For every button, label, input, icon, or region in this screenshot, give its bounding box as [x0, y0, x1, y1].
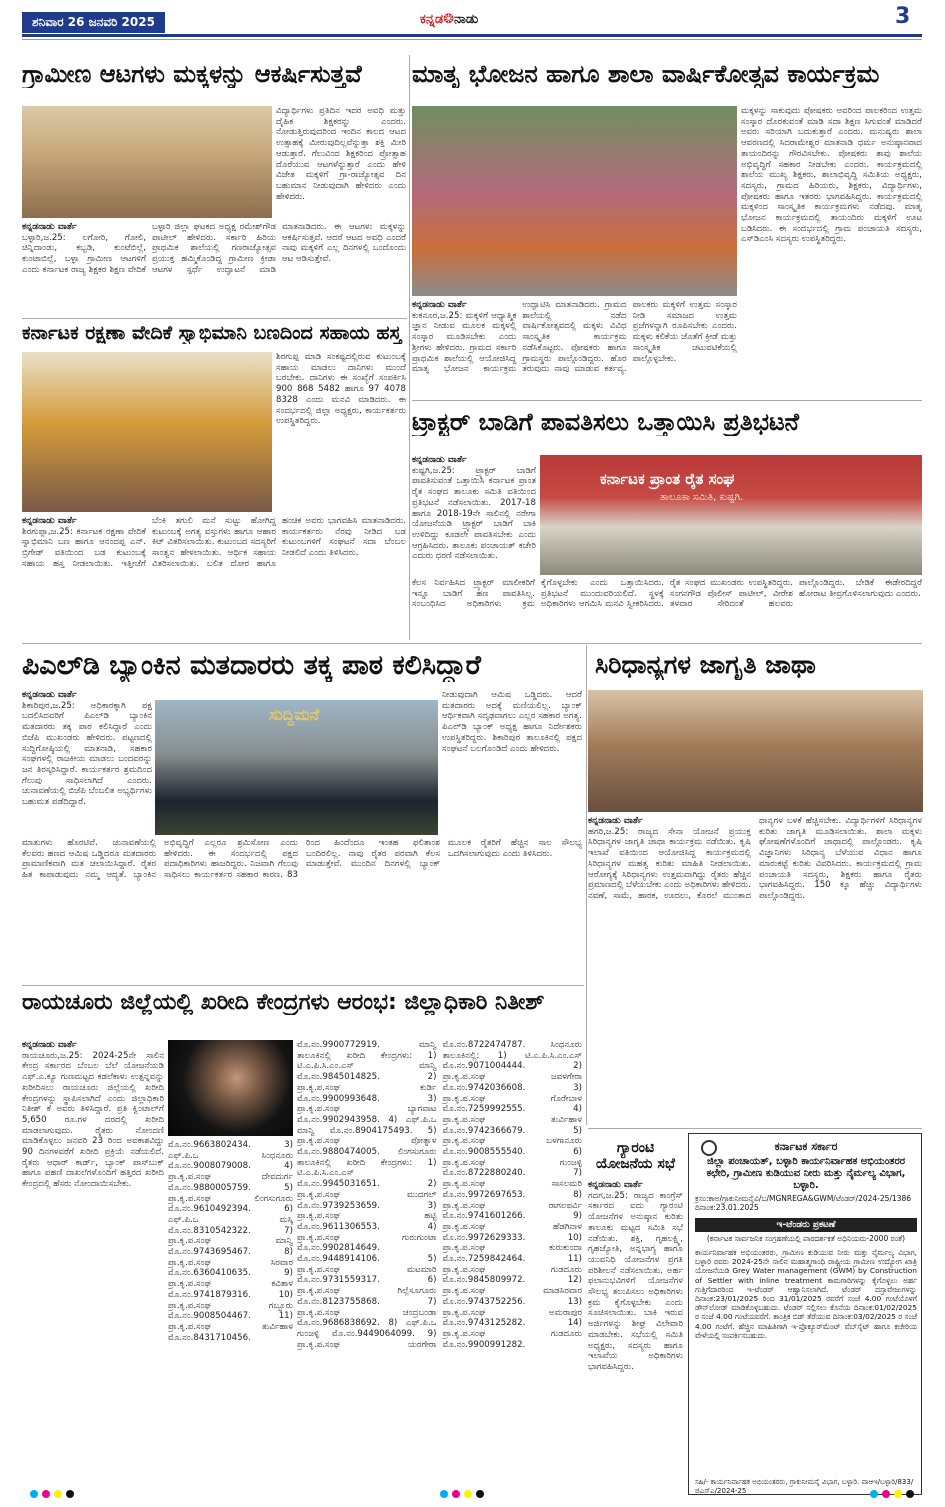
reg-dot-yellow: [894, 1490, 902, 1498]
byline: ಕನ್ನಡನಾಡು ವಾರ್ತೆ: [22, 690, 77, 700]
issue-date: ಶನಿವಾರ 26 ಜನವರಿ 2025: [22, 12, 165, 33]
page-number: 3: [895, 4, 911, 29]
byline: ಕನ್ನಡನಾಡು ವಾರ್ತೆ: [412, 300, 467, 310]
notice-subtitle: ಜಿಲ್ಲಾ ಪಂಚಾಯತ್, ಬಳ್ಳಾರಿ ಕಾರ್ಯನಿರ್ವಾಹಕ ಅಭಿಯಂತರರ ಕಛೇರಿ, ಗ್ರಾಮೀಣ ಕುಡಿಯುವ ನೀರು ಮತ್ತು ನೈರ್ಮಲ್ಯ ವಿಭಾಗ, ಬಳ್ಳಾರಿ.: [706, 1156, 906, 1191]
reg-dot-cyan: [30, 1490, 38, 1498]
masthead-rule: [22, 34, 922, 37]
byline: ಕನ್ನಡನಾಡು ವಾರ್ತೆ: [588, 1180, 643, 1190]
article-mother-meal-mid2: ಹೊರ ತರುವುದು ನಾವು ಮಾಡುವ ಕರ್ತವ್ಯ. ಪಾಲಕರು ಮಕ್ಕಳಿಗೆ ಉತ್ತಮ ಸಂಸ್ಕಾರ ನೀಡಿ ಸಮಾಜದ ಉತ್ತಮ ಪ್ರಜೆಗಳನ್ನಾಗಿ ರೂಪಿಸಬೇಕು ಎಂದರು. ಮಕ್ಕಳು ಕಲಿಕೆಯ ಜೊತೆಗೆ ಕ್ರೀಡೆ ಮತ್ತು ಸಾಂಸ್ಕೃತಿಕ ಚಟುವಟಿಕೆಯಲ್ಲಿ ಪಾಲ್ಗೊಳ್ಳಬೇಕು.: [522, 300, 737, 375]
article-pld-lead: [22, 690, 152, 835]
logo-part-a: ಕನ್ನಡ: [420, 12, 444, 27]
reg-dot-yellow: [54, 1490, 62, 1498]
logo-part-b: ನಾಡು: [454, 12, 479, 27]
notice-etender-bar: ಇ-ಟೆಂಡರು ಪ್ರಕಟಣೆ: [695, 1218, 917, 1232]
reg-dot-black: [906, 1490, 914, 1498]
byline: ಕನ್ನಡನಾಡು ವಾರ್ತೆ: [22, 222, 77, 232]
reg-dot-black: [476, 1490, 484, 1498]
byline: ಕನ್ನಡನಾಡು ವಾರ್ತೆ: [412, 455, 467, 465]
article-raichur-lists: [297, 1040, 582, 1490]
notice-body: ಕಾರ್ಯನಿರ್ವಾಹಕ ಅಭಿಯಂತರರು, ಗ್ರಾಮೀಣ ಕುಡಿಯುವ ನೀರು ಮತ್ತು ನೈರ್ಮಲ್ಯ ವಿಭಾಗ, ಬಳ್ಳಾರಿ ರವರು 2024-25ನೇ ಸಾಲಿನ ಮಹಾತ್ಮಗಾಂಧಿ ರಾಷ್ಟ್ರೀಯ ಗ್ರಾಮೀಣ ಉದ್ಯೋಗ ಖಾತ್ರಿ ಯೋಜನೆಯಡಿ Grey Water management (GWM) by Construction of Settler with inline treatment ಕಾಮಗಾರಿಗಳನ್ನು ಕೈಗೊಳ್ಳಲು ಅರ್ಹ ಗುತ್ತಿಗೆದಾರರಿಂದ ಇ-ಟೆಂಡರ್ ಆಹ್ವಾನಿಸಲಾಗಿದೆ. ಟೆಂಡರ್ ದಸ್ತಾವೇಜುಗಳನ್ನು ದಿನಾಂಕ:23/01/2025 ರಿಂದ 31/01/2025 ರವರೆಗೆ ಸಂಜೆ 4.00 ಗಂಟೆಯೊಳಗೆ ಡೌನ್‌ಲೋಡ್ ಮಾಡಿಕೊಳ್ಳಬಹುದು. ಟೆಂಡರ್ ಸಲ್ಲಿಸಲು ಕೊನೆಯ ದಿನಾಂಕ:01/02/2025 ರ ಸಂಜೆ 4.00 ಗಂಟೆಯವರೆಗೆ. ತಾಂತ್ರಿಕ ಬಿಡ್ ತೆರೆಯುವ ದಿನಾಂಕ:03/02/2025 ರ ಸಂಜೆ 4.00 ಗಂಟೆಗೆ. ಹೆಚ್ಚಿನ ಮಾಹಿತಿಗಾಗಿ ಇ-ಪ್ರೊಕ್ಯೂರ್‌ಮೆಂಟ್ ವೆಬ್‌ಸೈಟ್ ಹಾಗೂ ಕಚೇರಿಯ ವೇಳೆಯಲ್ಲಿ ಸಂಪರ್ಕಿಸಬಹುದು.: [695, 1248, 917, 1340]
section-divider: [22, 643, 922, 644]
headline-mother-meal: ಮಾತೃ ಭೋಜನ ಹಾಗೂ ಶಾಲಾ ವಾರ್ಷಿಕೋತ್ಸವ ಕಾರ್ಯಕ್ರಮ: [412, 60, 880, 88]
article-guarantee-col1: ಗದಗ,ಜ.25: ರಾಜ್ಯದ ಕಾಂಗ್ರೆಸ್ ಸರ್ಕಾರದ ಐದು ಗ್ಯಾರಂಟಿ ಯೋಜನೆಗಳ ಅನುಷ್ಠಾನ ಕುರಿತು ತಾಲೂಕು ಮಟ್ಟದ ಸಮಿತಿ ಸಭೆ ನಡೆಯಿತು. ಶಕ್ತಿ, ಗೃಹಲಕ್ಷ್ಮಿ, ಗೃಹಜ್ಯೋತಿ, ಅನ್ನಭಾಗ್ಯ ಹಾಗೂ ಯುವನಿಧಿ ಯೋಜನೆಗಳ ಪ್ರಗತಿ ಪರಿಶೀಲನೆ ನಡೆಸಲಾಯಿತು. ಅರ್ಹ ಫಲಾನುಭವಿಗಳಿಗೆ ಯೋಜನೆಗಳ ಸೌಲಭ್ಯ ತಲುಪಿಸಲು ಅಧಿಕಾರಿಗಳು ಕ್ರಮ ಕೈಗೊಳ್ಳಬೇಕು ಎಂದು ಸೂಚಿಸಲಾಯಿತು. ಬಾಕಿ ಇರುವ ಅರ್ಜಿಗಳನ್ನು ಶೀಘ್ರ ವಿಲೇವಾರಿ ಮಾಡಬೇಕು. ಸಭೆಯಲ್ಲಿ ಸಮಿತಿ ಅಧ್ಯಕ್ಷರು, ಸದಸ್ಯರು ಹಾಗೂ ಇಲಾಖೆಯ ಅಧಿಕಾರಿಗಳು ಭಾಗವಹಿಸಿದ್ದರು.: [588, 1190, 683, 1372]
notice-ref-number: ಕ್ರಸಂ:ಕಾಅ/ಗ್ರಾಕುನೀಮನೈವಿ/ಬ/MGNREGA&GWM/ಟೆಂಡರ್/2024-25/1386: [695, 1194, 912, 1203]
article-mother-meal-left: ಕುಕನೂರ,ಜ.25: ಮಕ್ಕಳಿಗೆ ಆಧ್ಯಾತ್ಮಿಕ ಜ್ಞಾನ ನೀಡುವ ಮೂಲಕ ಮಕ್ಕಳಲ್ಲಿ ಸಂಸ್ಕಾರ ಮೂಡಿಸಬೇಕು ಎಂದು ಶ್ರೀಗಳು ಹೇಳಿದರು. ಗ್ರಾಮದ ಸರ್ಕಾರಿ ಪ್ರಾಥಮಿಕ ಶಾಲೆಯಲ್ಲಿ ಆಯೋಜಿಸಿದ್ದ ಮಾತೃ ಭೋಜನ ಕಾರ್ಯಕ್ರಮ ಉದ್ಘಾಟಿಸಿ ಮಾತನಾಡಿದರು.: [412, 300, 600, 375]
photo-millets-jatha: [588, 690, 923, 812]
article-rural-games-body: [22, 222, 406, 314]
headline-rural-games: ಗ್ರಾಮೀಣ ಆಟಗಳು ಮಕ್ಕಳನ್ನು ಆಕರ್ಷಿಸುತ್ತವೆ: [22, 60, 362, 88]
article-tractor-text1: ಕುಷ್ಟಗಿ,ಜ.25: ಟ್ರ್ಯಾಕ್ಟರ್ ಬಾಡಿಗೆ ಪಾವತಿಸುವಂತೆ ಒತ್ತಾಯಿಸಿ ಕರ್ನಾಟಕ ಪ್ರಾಂತ ರೈತ ಸಂಘದ ತಾಲೂಕು ಸಮಿತಿ ವತಿಯಿಂದ ಪ್ರತಿಭಟನೆ ನಡೆಸಲಾಯಿತು. 2017-18 ಹಾಗೂ 2018-19ನೇ ಸಾಲಿನಲ್ಲಿ ನರೇಗಾ ಯೋಜನೆಯಡಿ ಟ್ರ್ಯಾಕ್ಟರ್ ಬಾಡಿಗೆ ಬಾಕಿ ಉಳಿದಿದ್ದು ಕೂಡಲೇ ಪಾವತಿಸಬೇಕು ಎಂದು ಆಗ್ರಹಿಸಿದರು. ತಾಲೂಕು ಪಂಚಾಯತ್ ಕಚೇರಿ ಎದುರು ಧರಣಿ ನಡೆಸಲಾಯಿತು.: [412, 465, 536, 562]
notice-reference: [695, 1194, 917, 1212]
photo-district-commissioner: [168, 1040, 293, 1136]
byline: ಕನ್ನಡನಾಡು ವಾರ್ತೆ: [22, 516, 77, 526]
section-divider: [22, 985, 584, 986]
headline-tractor-protest: ಟ್ರ್ಯಾಕ್ಟರ್ ಬಾಡಿಗೆ ಪಾವತಿಸಲು ಒತ್ತಾಯಿಸಿ ಪ್ರತಿಭಟನೆ: [412, 408, 799, 436]
article-mother-meal-mid: ಗ್ರಾಮದ ಶಾಲೆಯಲ್ಲಿ ನಡೆದ ವಾರ್ಷಿಕೋತ್ಸವದಲ್ಲಿ ಮಕ್ಕಳು ವಿವಿಧ ಸಾಂಸ್ಕೃತಿಕ ಕಾರ್ಯಕ್ರಮ ನಡೆಸಿಕೊಟ್ಟರು. ಪೋಷಕರು ಹಾಗೂ ಗ್ರಾಮಸ್ಥರು ಪಾಲ್ಗೊಂಡಿದ್ದರು.: [522, 300, 627, 364]
protest-banner-text: ಕರ್ನಾಟಕ ಪ್ರಾಂತ ರೈತ ಸಂಘ: [600, 470, 735, 488]
photo-watermark: ಸುದ್ದಿಮನೆ: [269, 705, 320, 724]
reg-dot-cyan: [440, 1490, 448, 1498]
article-tractor-col2: ಕೆಲಸ ನಿರ್ವಹಿಸಿದ ಟ್ರ್ಯಾಕ್ಟರ್ ಮಾಲೀಕರಿಗೆ ಇನ್ನೂ ಬಾಡಿಗೆ ಹಣ ಪಾವತಿಸಿಲ್ಲ. ಸಂಬಂಧಿಸಿದ ಅಧಿಕಾರಿಗಳು ಕ್ರಮ ಕೈಗೊಳ್ಳಬೇಕು ಎಂದು ಒತ್ತಾಯಿಸಿದರು.: [412, 578, 664, 610]
reg-dot-magenta: [452, 1490, 460, 1498]
headline-pld-bank: ಪಿಎಲ್‌ಡಿ ಬ್ಯಾಂಕಿನ ಮತದಾರರು ತಕ್ಕ ಪಾಠ ಕಲಿಸಿದ್ದಾರೆ: [22, 650, 481, 681]
section-divider: [22, 318, 407, 319]
article-rural-games-col2: ಬಳ್ಳಾರಿ,ಜ.25: ಲಗೋರಿ, ಗೋಲಿ, ಚಿನ್ನಿದಾಂಡು, ಕಬ್ಬಡಿ, ಕುಂಟೆಬಿಲ್ಲೆ, ಕುಂಟಾಬಿಲ್ಲೆ, ಬಳ್ಳಾ ಗ್ರಾಮೀಣ ಆಟಗಳಿಗೆ ಎಂದು ಕರ್ನಾಟಕ ರಾಜ್ಯ ಶಿಕ್ಷಕರ ಶಿಕ್ಷಣ ವೇದಿಕೆ ಬಳ್ಳಾರಿ ಜಿಲ್ಲಾ ಘಟಕದ ಅಧ್ಯಕ್ಷ ರಮೇಶ್‌ಗೌಡ ಪಾಟೀಲ್ ಹೇಳಿದರು. ಸರ್ಕಾರಿ ಹಿರಿಯ ಪ್ರಾಥಮಿಕ ಶಾಲೆಯಲ್ಲಿ ಗಣರಾಜ್ಯೋತ್ಸವ ಪ್ರಯುಕ್ತ ಹಮ್ಮಿಕೊಂಡಿದ್ದ ಗ್ರಾಮೀಣ ಕ್ರೀಡಾ ಆಟಗಳ ಸ್ಪರ್ಧೆ ಉದ್ಘಾಟನೆ ಮಾಡಿ ಮಾತನಾಡಿದರು. ಈ ಆಟಗಳು ಮಕ್ಕಳನ್ನು ಆಕರ್ಷಿಸುತ್ತವೆ. ಆದರೆ ಆಟದ ಅವಧಿ ಎಂದರೆ ನಾವು ಮಕ್ಕಳಿಗೆ ಎಲ್ಲ ದಿನಗಳಲ್ಲಿ ಒಂದೊಂದು ಆಟ ಆಡಿಸುತ್ತೇವೆ.: [22, 222, 406, 275]
reg-dot-yellow: [464, 1490, 472, 1498]
article-millets-body: [588, 816, 922, 1124]
article-pld-body: [22, 838, 582, 982]
article-tractor-body: [412, 578, 922, 638]
article-millets-col1: ಹಗರಿ,ಜ.25: ರಾಜ್ಯದ ಸೇನಾ ಯೋಜನೆ ಪ್ರಯುಕ್ತ ಸಿರಿಧಾನ್ಯಗಳ ಜಾಗೃತಿ ಜಾಥಾ ಕಾರ್ಯಕ್ರಮ ನಡೆಯಿತು. ಕೃಷಿ ಇಲಾಖೆ ವತಿಯಿಂದ ಆಯೋಜಿಸಿದ್ದ ಕಾರ್ಯಕ್ರಮದಲ್ಲಿ ಸಿರಿಧಾನ್ಯಗಳ ಮಹತ್ವ ಕುರಿತು ಮಾಹಿತಿ ನೀಡಲಾಯಿತು. ಆರೋಗ್ಯಕ್ಕೆ ಸಿರಿಧಾನ್ಯಗಳು ಉತ್ತಮವಾಗಿದ್ದು ರೈತರು ಹೆಚ್ಚಿನ ಪ್ರಮಾಣದಲ್ಲಿ ಬೆಳೆಯಬೇಕು ಎಂದು ಅಧಿಕಾರಿಗಳು ಹೇಳಿದರು. ನವಣೆ, ಸಾಮೆ, ಹಾರಕ, ಊದಲು, ಕೊರಲೆ ಮುಂತಾದ ಧಾನ್ಯಗಳ ಬಳಕೆ ಹೆಚ್ಚಿಸಬೇಕು.: [588, 816, 842, 901]
article-pld-col4: ನೀಡುವುದಾಗಿ ಆಮಿಷ ಒಡ್ಡಿದರು. ಆದರೆ ಮತದಾರರು ಅದಕ್ಕೆ ಮಣಿಯಲಿಲ್ಲ. ಬ್ಯಾಂಕ್ ಆರ್ಥಿಕವಾಗಿ ಸದೃಢವಾಗಲು ಎಲ್ಲರ ಸಹಕಾರ ಅಗತ್ಯ. ಪಿಎಲ್‌ಡಿ ಬ್ಯಾಂಕ್ ಅಧ್ಯಕ್ಷ ಹಾಗೂ ನಿರ್ದೇಶಕರು ಉಪಸ್ಥಿತರಿದ್ದರು. ಶಿಕಾರಿಪುರ ತಾಲೂಕಿನಲ್ಲಿ ಪಕ್ಷದ ಸಂಘಟನೆ ಬಲಗೊಂಡಿದೆ ಎಂದು ಹೇಳಿದರು.: [442, 690, 582, 754]
masthead-rule-thin: [22, 39, 922, 40]
article-karave-col3: ಶಿರಗುಪ್ಪ ಮಾಡಿ ಸಂಕಷ್ಟದಲ್ಲಿರುವ ಕುಟುಂಬಕ್ಕೆ ಸಹಾಯ ಮಾಡಲು ದಾನಿಗಳು ಮುಂದೆ ಬರಬೇಕು. ದಾನಿಗಳು ಈ ಸಂಖ್ಯೆಗೆ ಸಂಪರ್ಕಿಸಿ 900 868 5482 ಹಾಗೂ 97 4078 8328 ಎಂದು ಮನವಿ ಮಾಡಿದರು. ಈ ಸಂದರ್ಭದಲ್ಲಿ ಜಿಲ್ಲಾ ಅಧ್ಯಕ್ಷರು, ಕಾರ್ಯಕರ್ತರು ಉಪಸ್ಥಿತರಿದ್ದರು.: [276, 352, 406, 427]
headline-guarantee-meeting: ಗ್ಯಾರಂಟಿ ಯೋಜನೆಯ ಸಭೆ: [596, 1140, 675, 1172]
headline-karave-help: ಕರ್ನಾಟಕ ರಕ್ಷಣಾ ವೇದಿಕೆ ಸ್ವಾಭಿಮಾನಿ ಬಣದಿಂದ ಸಹಾಯ ಹಸ್ತ: [22, 322, 402, 344]
protest-banner-subtext: ತಾಲೂಕಾ ಸಮಿತಿ, ಕುಷ್ಟಗಿ.: [660, 492, 744, 503]
article-raichur-col2: ಮೊ.ನಂ.9663802434. 3) ಎಫ್.ಪಿ.ಒ ಸಿಂಧನೂರು ಮೊ.ನಂ.9008079008. 4) ಪ್ರಾ.ಕೃ.ಪ.ಸಂಘ ದೇವದುರ್ಗ ಮೊ.ನಂ.9880005759. 5) ಪ್ರಾ.ಕೃ.ಪ.ಸಂಘ ಲಿಂಗಸುಗೂರು ಮೊ.ನಂ.9610492394. 6) ಎಫ್.ಪಿ.ಒ ಮಸ್ಕಿ ಮೊ.ನಂ.8310542322. 7) ಪ್ರಾ.ಕೃ.ಪ.ಸಂಘ ಮಾನ್ವಿ ಮೊ.ನಂ.9743695467. 8) ಪ್ರಾ.ಕೃ.ಪ.ಸಂಘ ಸಿರವಾರ ಮೊ.ನಂ.6360410635. 9) ಪ್ರಾ.ಕೃ.ಪ.ಸಂಘ ಕವಿತಾಳ ಮೊ.ನಂ.9741879316. 10) ಪ್ರಾ.ಕೃ.ಪ.ಸಂಘ ಗಬ್ಬೂರು ಮೊ.ನಂ.9008504467. 11) ಪ್ರಾ.ಕೃ.ಪ.ಸಂಘ ತುರ್ವಿಹಾಳ ಮೊ.ನಂ.8431710456.: [168, 1140, 293, 1343]
photo-pld-bank: [155, 700, 438, 835]
article-millets-col2: ವಿದ್ಯಾರ್ಥಿಗಳಿಗೆ ಸಿರಿಧಾನ್ಯಗಳ ಕುರಿತು ಜಾಗೃತಿ ಮೂಡಿಸಲಾಯಿತು. ಶಾಲಾ ಮಕ್ಕಳು ಘೋಷಣೆಗಳೊಂದಿಗೆ ಜಾಥಾದಲ್ಲಿ ಪಾಲ್ಗೊಂಡರು. ಕೃಷಿ ವಿಜ್ಞಾನಿಗಳು ಸಿರಿಧಾನ್ಯ ಬೆಳೆಯುವ ವಿಧಾನ ಹಾಗೂ ಮಾರುಕಟ್ಟೆ ಕುರಿತು ವಿವರಿಸಿದರು. ಕಾರ್ಯಕ್ರಮದಲ್ಲಿ ಗ್ರಾಮ ಪಂಚಾಯತಿ ಸದಸ್ಯರು, ಶಿಕ್ಷಕರು ಹಾಗೂ ರೈತರು ಭಾಗವಹಿಸಿದ್ದರು. 150 ಕ್ಕೂ ಹೆಚ್ಚು ವಿದ್ಯಾರ್ಥಿಗಳು ಪಾಲ್ಗೊಂಡಿದ್ದರು.: [759, 816, 922, 901]
section-divider: [588, 1128, 922, 1129]
article-tractor-col1: [412, 455, 536, 575]
article-guarantee-body: [588, 1180, 683, 1490]
article-raichur-col4: ಮೊ.ನಂ.9448914106. 5) ಪ್ರಾ.ಕೃ.ಪ.ಸಂಘ ಮಟಮಾರಿ ಮೊ.ನಂ.9731559317. 6) ಪ್ರಾ.ಕೃ.ಪ.ಸಂಘ ಗಿಲ್ಲೆಸೂಗೂರು ಮೊ.ನಂ.8123755868. 7) ಪ್ರಾ.ಕೃ.ಪ.ಸಂಘ ಚಂದ್ರಬಂಡಾ ಮೊ.ನಂ.9686838692. 8) ಎಫ್.ಪಿ.ಒ ಗುಂಜಳ್ಳಿ ಮೊ.ನಂ.9449064099. 9) ಪ್ರಾ.ಕೃ.ಪ.ಸಂಘ ಯರಗೇರಾ ಮೊ.ನಂ.8722474787. ಸಿಂಧನೂರು ತಾಲೂಕಿನಲ್ಲಿ: 1) ಟಿ.ಎ.ಪಿ.ಸಿ.ಎಂ.ಎಸ್ ಮೊ.ನಂ.9071004444. 2) ಪ್ರಾ.ಕೃ.ಪ.ಸಂಘ ಜವಳಗೇರಾ ಮೊ.ನಂ.9742036608. 3) ಪ್ರಾ.ಕೃ.ಪ.ಸಂಘ ಗೊರೇಬಾಳ ಮೊ.ನಂ.7259992555. 4) ಪ್ರಾ.ಕೃ.ಪ.ಸಂಘ ತುರ್ವಿಹಾಳ ಮೊ.ನಂ.9742366679. 5) ಪ್ರಾ.ಕೃ.ಪ.ಸಂಘ ಬಳಗಾನೂರು ಮೊ.ನಂ.9008555540. 6) ಪ್ರಾ.ಕೃ.ಪ.ಸಂಘ ಗುಂಜಳ್ಳಿ ಮೊ.ನಂ.8722880240. 7) ಪ್ರಾ.ಕೃ.ಪ.ಸಂಘ ಸಾಸಲಮರಿ ಮೊ.ನಂ.9972697653. 8) ಪ್ರಾ.ಕೃ.ಪ.ಸಂಘ ರಾಗಲಪರ್ವಿ ಮೊ.ನಂ.9741601266. 9) ಪ್ರಾ.ಕೃ.ಪ.ಸಂಘ ಹೆಡಗಿನಾಳ ಮೊ.ನಂ.9972629333. 10) ಪ್ರಾ.ಕೃ.ಪ.ಸಂಘ ಕುರುಕುಂದಾ ಮೊ.ನಂ.7259842464. 11) ಪ್ರಾ.ಕೃ.ಪ.ಸಂಘ ಗುಡದೂರು ಮೊ.ನಂ.9845809972. 12) ಪ್ರಾ.ಕೃ.ಪ.ಸಂಘ ಮಾಡಸಿರವಾರ ಮೊ.ನಂ.9743752256. 13) ಪ್ರಾ.ಕೃ.ಪ.ಸಂಘ ಅಮರಾಪುರ ಮೊ.ನಂ.9743125282. 14) ಪ್ರಾ.ಕೃ.ಪ.ಸಂಘ ಗುಡದೂರು ಮೊ.ನಂ.9900991282.: [297, 1040, 582, 1350]
article-tractor-col4: ಸಂಗನಗೌಡ ಪೊಲೀಸ್ ಪಾಟೀಲ್, ವೀರೇಶ ತಳವಾರ ಸೇರಿದಂತೆ ಹಲವರು ಪಾಲ್ಗೊಂಡಿದ್ದರು. ಬೇಡಿಕೆ ಈಡೇರದಿದ್ದರೆ ಹೋರಾಟ ತೀವ್ರಗೊಳಿಸಲಾಗುವುದು ಎಂದರು.: [670, 578, 922, 610]
article-raichur-col1: ರಾಯಚೂರು,ಜ.25: 2024-25ನೇ ಸಾಲಿನ ಕೇಂದ್ರ ಸರ್ಕಾರದ ಬೆಂಬಲ ಬೆಲೆ ಯೋಜನೆಯಡಿ ಎಫ್.ಎ.ಕ್ಯೂ ಗುಣಮಟ್ಟದ ಕಡಲೆಕಾಳು ಉತ್ಪನ್ನವನ್ನು ಖರೀದಿಸಲು ರಾಯಚೂರು ಜಿಲ್ಲೆಯಲ್ಲಿ ಖರೀದಿ ಕೇಂದ್ರಗಳನ್ನು ಸ್ಥಾಪಿಸಲಾಗಿದೆ ಎಂದು ಜಿಲ್ಲಾಧಿಕಾರಿ ನಿತೀಶ್ ಕೆ ಅವರು ತಿಳಿಸಿದ್ದಾರೆ. ಪ್ರತಿ ಕ್ವಿಂಟಾಲ್‌ಗೆ 5,650 ರೂ.ಗಳ ದರದಲ್ಲಿ ಖರೀದಿ ಮಾಡಲಾಗುವುದು. ರೈತರು ನೋಂದಣಿ ಮಾಡಿಕೊಳ್ಳಲು ಜನವರಿ 23 ರಿಂದ ಅವಕಾಶವಿದ್ದು 90 ದಿನಗಳವರೆಗೆ ಖರೀದಿ ಪ್ರಕ್ರಿಯೆ ನಡೆಯಲಿದೆ. ರೈತರು ಆಧಾರ್ ಕಾರ್ಡ್, ಬ್ಯಾಂಕ್ ಪಾಸ್‌ಬುಕ್ ಹಾಗೂ ಪಹಣಿ ದಾಖಲೆಗಳೊಂದಿಗೆ ಹತ್ತಿರದ ಖರೀದಿ ಕೇಂದ್ರದಲ್ಲಿ ಹೆಸರು ನೋಂದಾಯಿಸಬೇಕು.: [22, 1050, 164, 1190]
article-mother-meal-right: ಮಕ್ಕಳನ್ನು ಸಾಕುವುದು ಪೋಷಕರು ಅವರಿಂದ ಪಾಲಕರಿಂದ ಉತ್ತಮ ಸಂಸ್ಕಾರ ದೊರಕುವಂತೆ ಮಾಡಿ ಸದಾ ಶಿಕ್ಷಣ ಸಿಗುವಂತೆ ಮಾಡಿದರೆ ಅವರು ಸರಿಯಾಗಿ ಬದುಕುತ್ತಾರೆ ಎಂದರು. ಮನುಷ್ಯರು ಶಾಲಾ ಆವರಣದಲ್ಲಿ ಸಿದರಾಮೇಶ್ವರ ಮಾತನಾಡಿ ಧರ್ಮ ಅನುಷ್ಠಾನವಾದ ತಾಯಂದಿರನ್ನು ಗೌರವಿಸಬೇಕು. ಪೋಷಕರು ತಾವು ಶಾಲೆಯ ಅಭಿವೃದ್ಧಿಗೆ ಸಹಕಾರ ನೀಡಬೇಕು ಎಂದರು. ಕಾರ್ಯಕ್ರಮದಲ್ಲಿ ಶಾಲೆಯ ಮುಖ್ಯ ಶಿಕ್ಷಕರು, ಶಾಲಾಭಿವೃದ್ಧಿ ಸಮಿತಿಯ ಅಧ್ಯಕ್ಷರು, ಸದಸ್ಯರು, ಗ್ರಾಮದ ಹಿರಿಯರು, ಶಿಕ್ಷಕರು, ವಿದ್ಯಾರ್ಥಿಗಳು, ಪೋಷಕರು ಹಾಗೂ ಇತರರು ಭಾಗವಹಿಸಿದ್ದರು. ಕಾರ್ಯಕ್ರಮದಲ್ಲಿ ಮಕ್ಕಳಿಂದ ಸಾಂಸ್ಕೃತಿಕ ಕಾರ್ಯಕ್ರಮಗಳು ನಡೆದವು. ಮಾತೃ ಭೋಜನ ಕಾರ್ಯಕ್ರಮದಲ್ಲಿ ತಾಯಂದಿರು ಮಕ್ಕಳಿಗೆ ಊಟ ಬಡಿಸಿದರು. ಈ ಸಂದರ್ಭದಲ್ಲಿ ಗ್ರಾಮ ಪಂಚಾಯತಿ ಸದಸ್ಯರು, ಎಸ್‌ಡಿಎಂಸಿ ಸದಸ್ಯರು ಉಪಸ್ಥಿತರಿದ್ದರು.: [741, 106, 922, 245]
masthead: [0, 0, 945, 46]
reg-dot-black: [66, 1490, 74, 1498]
headline-millets-jatha: ಸಿರಿಧಾನ್ಯಗಳ ಜಾಗೃತಿ ಜಾಥಾ: [595, 650, 816, 679]
section-divider: [412, 400, 922, 401]
print-registration-marks: [0, 1490, 945, 1502]
article-karave-body: [22, 516, 406, 638]
article-pld-col1: ಶಿಕಾರಿಪುರ,ಜ.25: ಅಧಿಕಾರಕ್ಕಾಗಿ ಪಕ್ಷ ಬದಲಿಸಿದವರಿಗೆ ಪಿಎಲ್‌ಡಿ ಬ್ಯಾಂಕಿನ ಮತದಾರರು ತಕ್ಕ ಪಾಠ ಕಲಿಸಿದ್ದಾರೆ ಎಂದು ಬಿಜೆಪಿ ಮುಖಂಡರು ಹೇಳಿದರು. ಪಟ್ಟಣದಲ್ಲಿ ಸುದ್ದಿಗೋಷ್ಠಿಯಲ್ಲಿ ಮಾತನಾಡಿ, ಸಹಕಾರ ಸಂಘಗಳಲ್ಲಿ ರಾಜಕೀಯ ಮಾಡಲು ಬಂದವರನ್ನು ಜನ ತಿರಸ್ಕರಿಸಿದ್ದಾರೆ. ಕಾರ್ಯಕರ್ತರ ಶ್ರಮದಿಂದ ಗೆಲುವು ಸಾಧಿಸಲಾಗಿದೆ ಎಂದರು. ಚುನಾವಣೆಯಲ್ಲಿ ಬಿಜೆಪಿ ಬೆಂಬಲಿತ ಅಭ್ಯರ್ಥಿಗಳು ಬಹುಮತ ಪಡೆದಿದ್ದಾರೆ.: [22, 700, 152, 808]
tender-notice: [688, 1133, 922, 1495]
newspaper-logo: ಕನ್ನಡ❂ನಾಡು: [420, 12, 479, 27]
headline-raichur-purchase: ರಾಯಚೂರು ಜಿಲ್ಲೆಯಲ್ಲಿ ಖರೀದಿ ಕೇಂದ್ರಗಳು ಆರಂಭ: ಜಿಲ್ಲಾಧಿಕಾರಿ ನಿತೀಶ್: [22, 990, 545, 1015]
column-divider: [586, 645, 587, 1125]
article-raichur-lead: [22, 1040, 164, 1490]
notice-ref-date: ದಿನಾಂಕ:23.01.2025: [695, 1203, 759, 1212]
notice-title: ಕರ್ನಾಟಕ ಸರ್ಕಾರ: [774, 1140, 838, 1153]
article-tractor-col3: ಪ್ರತಿಭಟನೆ ಮುಂದುವರಿಯಲಿದೆ. ಸ್ಥಳಕ್ಕೆ ಅಧಿಕಾರಿಗಳು ಆಗಮಿಸಿ ಮನವಿ ಸ್ವೀಕರಿಸಿದರು. ರೈತ ಸಂಘದ ಮುಖಂಡರು ಉಪಸ್ಥಿತರಿದ್ದರು.: [541, 578, 793, 610]
byline: ಕನ್ನಡನಾಡು ವಾರ್ತೆ: [22, 1040, 77, 1050]
article-pld-col2: ಮಾತುಗಳು ಹೊರಟಿವೆ. ಚುನಾವಣೆಯಲ್ಲಿ ಕೆಲವರು ಹಣದ ಆಮಿಷ ಒಡ್ಡಿದರೂ ಮತದಾರರು ಪ್ರಾಮಾಣಿಕವಾಗಿ ಮತ ಚಲಾಯಿಸಿದ್ದಾರೆ. ರೈತರ ಹಿತ ಕಾಪಾಡುವುದು ನಮ್ಮ ಆದ್ಯತೆ. ಬ್ಯಾಂಕಿನ ಅಭಿವೃದ್ಧಿಗೆ ಎಲ್ಲರೂ ಶ್ರಮಿಸೋಣ ಎಂದು ಹೇಳಿದರು. ಈ ಸಂದರ್ಭದಲ್ಲಿ ಪಕ್ಷದ ಪದಾಧಿಕಾರಿಗಳು ಹಾಜರಿದ್ದರು.: [22, 838, 298, 881]
notice-act-note: (ಕರ್ನಾಟಕ ಸಾರ್ವಜನಿಕ ಸಂಗ್ರಹಣೆಯಲ್ಲಿ ಪಾರದರ್ಶಕತೆ ಅಧಿನಿಯಮ-2000 ರಂತೆ): [706, 1234, 906, 1243]
reg-dot-magenta: [882, 1490, 890, 1498]
notice-footer: ಸಹಿ/- ಕಾರ್ಯನಿರ್ವಾಹಕ ಅಭಿಯಂತರರು, ಗ್ರಾಕುನೀಮನೈ ವಿಭಾಗ, ಬಳ್ಳಾರಿ. ವಾಆಇ/ಬಳ್ಳಾರಿ/833/ಜಿಎಸ್‌ಎ/2024-25: [695, 1478, 914, 1495]
photo-karave-help: [22, 352, 272, 512]
article-karave-col2: ಆರ್ಥಿಕ ಸಹಾಯ ವಿತರಿಸಲಾಯಿತು. ಬಲಿತ ದೋರ ಹಾಗೂ ಹಂಚಿಕ ಅವರು ಭಾಗವಹಿಸಿ ಮಾತನಾಡಿದರು. ಕಾರ್ಯಕರ್ತರು ನೆರವು ನೀಡಿದ ಬಡ ಕುಟುಂಬಗಳಿಗೆ ಸಂಘಟನೆ ಸದಾ ಬೆಂಬಲ ನೀಡಲಿದೆ ಎಂದು ತಿಳಿಸಿದರು.: [152, 516, 406, 569]
article-karave-col1: ಶಿರಗುಪ್ಪಾ,ಜ.25: ಕರ್ನಾಟಕ ರಕ್ಷಣಾ ವೇದಿಕೆ ಸ್ವಾಭಿಮಾನಿ ಬಣ ಹಾಗೂ ಆನಂದಪ್ಪ ಎನ್. ಬ್ರಿಗೇಡ್ ವತಿಯಿಂದ ಬಡ ಕುಟುಂಬಕ್ಕೆ ಸಹಾಯ ಹಸ್ತ ನೀಡಲಾಯಿತು. ಇತ್ತೀಚೆಗೆ ಬೆಂಕಿ ತಗುಲಿ ಮನೆ ಸುಟ್ಟು ಹೋಗಿದ್ದ ಕುಟುಂಬಕ್ಕೆ ಅಗತ್ಯ ವಸ್ತುಗಳು ಹಾಗೂ ಆಹಾರ ಕಿಟ್ ವಿತರಿಸಲಾಯಿತು. ಕುಟುಂಬದ ಸದಸ್ಯರಿಗೆ ಸಾಂತ್ವನ ಹೇಳಲಾಯಿತು.: [22, 516, 276, 569]
article-mother-meal-body: [412, 300, 737, 396]
photo-rural-games: [22, 106, 272, 218]
reg-dot-magenta: [42, 1490, 50, 1498]
article-rural-games-col1: ವಿದ್ಯಾರ್ಥಿಗಳು ಪ್ರತಿದಿನ ಇದರ ಅವಧಿ ಮತ್ತು ದೈಹಿಕ ಶಿಕ್ಷಕರನ್ನು ಎಂದರು. ನೋಡುತ್ತಿರುವುದರಿಂದ ಇಂದಿನ ಕಾಲದ ಆಟದ ಉತ್ಸಾಹಕ್ಕೆ ಮೀರುವುದಿಲ್ಲವೆನ್ನುತ್ತಾ ಶಕ್ತಿ ಮೀರಿ ಆಡುತ್ತಾರೆ. ಗೆಲುವಿಂದ ಶಿಕ್ಷಕರಿಂದ ಪ್ರೋತ್ಸಾಹ ದೊರೆಯುವ ಆಟಗಳೆನ್ನುತ್ತಾರೆ ಎಂದು ಹೇಳಿ ವಿಜೇತ ಮಕ್ಕಳಿಗೆ ಗ್ರಾ-ರಾಜ್ಯೋತ್ಸವ ದಿನ ಬಹುಮಾನ ನೀಡುವುದಾಗಿ ಹೇಳಿದರು ಎಂದು ಹೇಳಿದರು.: [276, 106, 406, 202]
byline: ಕನ್ನಡನಾಡು ವಾರ್ತೆ: [588, 816, 643, 826]
column-divider: [409, 55, 410, 640]
reg-dot-cyan: [870, 1490, 878, 1498]
article-pld-col3: ನಿಜವಾಗಿ ಗೆಲುವು ಸಾಧಿಸಲು ಕಾರ್ಯಕರ್ತರ ಸಹಕಾರ ಕಾರಣ. 83 ರಿಂದ ಹಿಂದೆಂದೂ ಇಂತಹ ಫಲಿತಾಂಶ ಬಂದಿರಲಿಲ್ಲ. ನಾವು ರೈತರ ಪರವಾಗಿ ಕೆಲಸ ಮಾಡುತ್ತೇವೆ. ಮುಂದಿನ ದಿನಗಳಲ್ಲಿ ಬ್ಯಾಂಕ್ ಮೂಲಕ ರೈತರಿಗೆ ಹೆಚ್ಚಿನ ಸಾಲ ಸೌಲಭ್ಯ ಒದಗಿಸಲಾಗುವುದು ಎಂದು ತಿಳಿಸಿದರು.: [164, 838, 582, 881]
article-raichur-col3: ಮೊ.ನಂ.9900772919. ಮಾನ್ವಿ ತಾಲೂಕಿನಲ್ಲಿ ಖರೀದಿ ಕೇಂದ್ರಗಳು: 1) ಟಿ.ಎ.ಪಿ.ಸಿ.ಎಂ.ಎಸ್ ಮಾನ್ವಿ ಮೊ.ನಂ.9845014825. 2) ಪ್ರಾ.ಕೃ.ಪ.ಸಂಘ ಕುರ್ಡಿ ಮೊ.ನಂ.9900993648. 3) ಪ್ರಾ.ಕೃ.ಪ.ಸಂಘ ಬ್ಯಾಗವಾಟ ಮೊ.ನಂ.9902943958. 4) ಎಫ್.ಪಿ.ಒ ಮಾನ್ವಿ ಮೊ.ನಂ.8904175493. 5) ಪ್ರಾ.ಕೃ.ಪ.ಸಂಘ ಪೋತ್ನಾಳ ಮೊ.ನಂ.9880474005. ಲಿಂಗಸುಗೂರು ತಾಲೂಕಿನಲ್ಲಿ ಖರೀದಿ ಕೇಂದ್ರಗಳು: 1) ಟಿ.ಎ.ಪಿ.ಸಿ.ಎಂ.ಎಸ್ ಮೊ.ನಂ.9945031651. 2) ಪ್ರಾ.ಕೃ.ಪ.ಸಂಘ ಮುದಗಲ್ ಮೊ.ನಂ.9739253659. 3) ಪ್ರಾ.ಕೃ.ಪ.ಸಂಘ ಹಟ್ಟಿ ಮೊ.ನಂ.9611306553. 4) ಪ್ರಾ.ಕೃ.ಪ.ಸಂಘ ಗುರುಗುಂಟಾ ಮೊ.ನಂ.9902814649.: [297, 1040, 437, 1254]
photo-mother-meal: [412, 106, 737, 296]
